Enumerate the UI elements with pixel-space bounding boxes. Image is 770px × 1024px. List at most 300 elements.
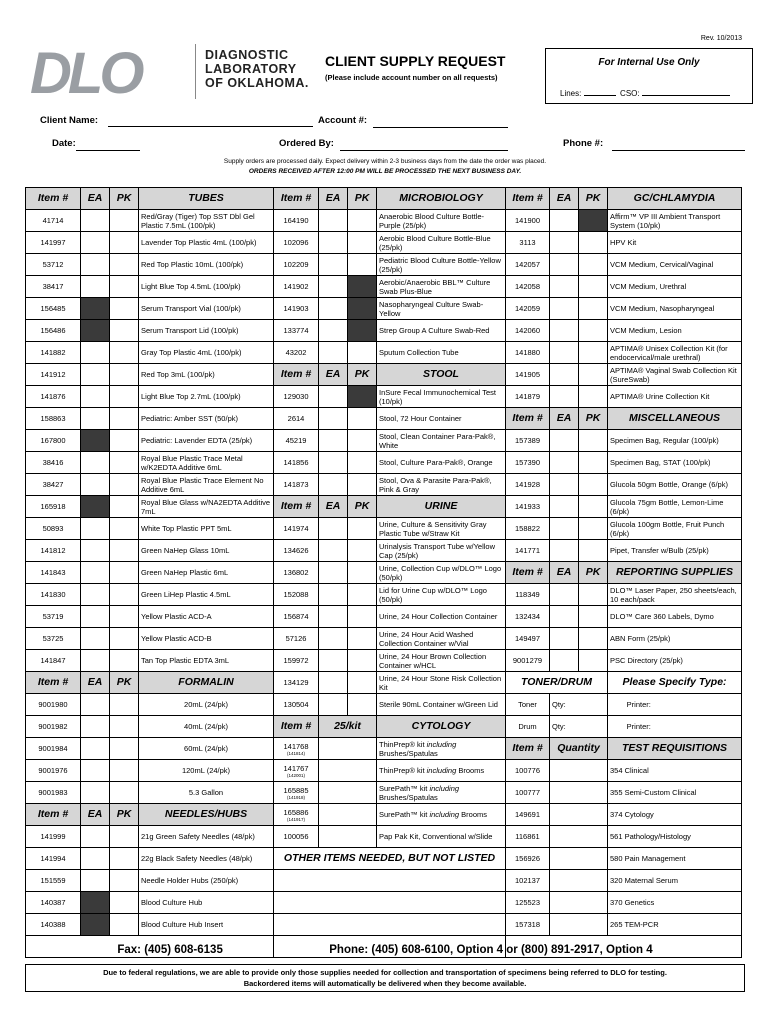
- pk-qty-box[interactable]: [348, 342, 377, 364]
- ea-header: EA: [550, 562, 579, 584]
- internal-use-box: [545, 48, 753, 104]
- account-label: Account #:: [318, 115, 368, 126]
- contact-line: [0, 944, 770, 956]
- ea-qty-box[interactable]: [550, 606, 579, 628]
- pk-qty-box[interactable]: [579, 254, 608, 276]
- pk-qty-box[interactable]: [110, 342, 139, 364]
- logo-letters: DLO: [30, 41, 141, 106]
- item-number: 45219: [274, 430, 319, 452]
- pk-qty-box[interactable]: [110, 276, 139, 298]
- supply-order-grid: [25, 187, 742, 958]
- item-description: VCM Medium, Lesion: [608, 320, 742, 342]
- ea-qty-box[interactable]: [81, 760, 110, 782]
- ea-qty-box[interactable]: [81, 848, 110, 870]
- item-number: 141856: [274, 452, 319, 474]
- cytology-header: CYTOLOGY: [377, 716, 506, 738]
- item-number: 125523: [506, 892, 550, 914]
- ea-qty-box[interactable]: [81, 474, 110, 496]
- stool-header: STOOL: [377, 364, 506, 386]
- item-number: 130504: [274, 694, 319, 716]
- ea-qty-box[interactable]: [319, 320, 348, 342]
- item-number: 141847: [26, 650, 81, 672]
- pk-qty-box[interactable]: [348, 672, 377, 694]
- kit-qty-box[interactable]: [319, 760, 377, 782]
- ea-qty-box[interactable]: [81, 826, 110, 848]
- pk-qty-box[interactable]: [110, 782, 139, 804]
- item-number: 50893: [26, 518, 81, 540]
- ea-qty-box[interactable]: [81, 430, 110, 452]
- ea-qty-box[interactable]: [319, 540, 348, 562]
- item-description: Sputum Collection Tube: [377, 342, 506, 364]
- pk-qty-box[interactable]: [348, 694, 377, 716]
- ea-qty-box[interactable]: [319, 606, 348, 628]
- item-description: Urine, 24 Hour Stone Risk Collection Kit: [377, 672, 506, 694]
- item-number: 57126: [274, 628, 319, 650]
- pk-qty-box[interactable]: [110, 320, 139, 342]
- item-number: 116861: [506, 826, 550, 848]
- grid-row: [26, 232, 742, 254]
- ea-qty-box[interactable]: [550, 342, 579, 364]
- pk-qty-box[interactable]: [348, 562, 377, 584]
- pk-qty-box[interactable]: [110, 892, 139, 914]
- grid-row: [26, 276, 742, 298]
- item-description: InSure Fecal Immunochemical Test (10/pk): [377, 386, 506, 408]
- pk-qty-box[interactable]: [110, 210, 139, 232]
- grid-row: [26, 562, 742, 584]
- ea-header: EA: [81, 672, 110, 694]
- item-description: Serum Transport Lid (100/pk): [139, 320, 274, 342]
- item-description: Strep Group A Culture Swab-Red: [377, 320, 506, 342]
- item-number: 141812: [26, 540, 81, 562]
- item-number: 149691: [506, 804, 550, 826]
- item-number: 157318: [506, 914, 550, 936]
- ea-qty-box[interactable]: [319, 584, 348, 606]
- ea-qty-box[interactable]: [319, 452, 348, 474]
- item-description: Tan Top Plastic EDTA 3mL: [139, 650, 274, 672]
- pk-qty-box[interactable]: [110, 518, 139, 540]
- date-label: Date:: [52, 138, 76, 149]
- ea-qty-box[interactable]: [319, 210, 348, 232]
- item-description: Green NaHep Plastic 6mL: [139, 562, 274, 584]
- pk-qty-box[interactable]: [348, 276, 377, 298]
- pk-qty-box[interactable]: [579, 232, 608, 254]
- pk-header: PK: [579, 408, 608, 430]
- item-number: 165886 (141917): [274, 804, 319, 826]
- item-number: 9001980: [26, 694, 81, 716]
- toner-type-label: Toner: [506, 694, 550, 716]
- item-number: 102137: [506, 870, 550, 892]
- pk-qty-box[interactable]: [110, 232, 139, 254]
- printer-field[interactable]: Printer:: [608, 716, 742, 738]
- ea-qty-box[interactable]: [550, 540, 579, 562]
- ea-qty-box[interactable]: [81, 298, 110, 320]
- pk-qty-box[interactable]: [110, 496, 139, 518]
- ea-qty-box[interactable]: [550, 320, 579, 342]
- ea-qty-box[interactable]: [81, 276, 110, 298]
- grid-row: [26, 452, 742, 474]
- ea-qty-box[interactable]: [319, 232, 348, 254]
- item-description: DLO™ Laser Paper, 250 sheets/each, 10 each/pack: [608, 584, 742, 606]
- ea-qty-box[interactable]: [319, 672, 348, 694]
- other-items-header: OTHER ITEMS NEEDED, BUT NOT LISTED: [274, 848, 506, 870]
- item-description: Gray Top Plastic 4mL (100/pk): [139, 342, 274, 364]
- grid-row: [26, 474, 742, 496]
- ea-qty-box[interactable]: [81, 232, 110, 254]
- date-field[interactable]: [76, 139, 140, 151]
- pk-qty-box[interactable]: [348, 298, 377, 320]
- printer-field[interactable]: Printer:: [608, 694, 742, 716]
- pk-qty-box[interactable]: [110, 408, 139, 430]
- ea-qty-box[interactable]: [550, 430, 579, 452]
- grid-row: [26, 606, 742, 628]
- item-number: 141928: [506, 474, 550, 496]
- item-number: 141768 (141814): [274, 738, 319, 760]
- pk-qty-box[interactable]: [110, 254, 139, 276]
- grid-row: [26, 892, 742, 914]
- ea-qty-box[interactable]: [81, 628, 110, 650]
- item-number: 53719: [26, 606, 81, 628]
- item-number: 9001279: [506, 650, 550, 672]
- pk-qty-box[interactable]: [579, 430, 608, 452]
- quantity-box[interactable]: [550, 760, 608, 782]
- pk-qty-box[interactable]: [579, 650, 608, 672]
- item-number: 9001982: [26, 716, 81, 738]
- other-items-line[interactable]: [274, 914, 506, 936]
- ea-qty-box[interactable]: [550, 496, 579, 518]
- ea-qty-box[interactable]: [319, 386, 348, 408]
- item-number: 141843: [26, 562, 81, 584]
- ea-qty-box[interactable]: [81, 562, 110, 584]
- grid-row: [26, 584, 742, 606]
- ea-qty-box[interactable]: [81, 892, 110, 914]
- pk-qty-box[interactable]: [110, 716, 139, 738]
- item-number: 141999: [26, 826, 81, 848]
- ea-qty-box[interactable]: [81, 386, 110, 408]
- pk-qty-box[interactable]: [110, 364, 139, 386]
- ea-qty-box[interactable]: [319, 298, 348, 320]
- pk-qty-box[interactable]: [579, 298, 608, 320]
- pk-qty-box[interactable]: [110, 848, 139, 870]
- grid-row: [26, 320, 742, 342]
- pk-qty-box[interactable]: [110, 386, 139, 408]
- item-header: Item #: [274, 716, 319, 738]
- item-description: 355 Semi-Custom Clinical: [608, 782, 742, 804]
- item-description: 5.3 Gallon: [139, 782, 274, 804]
- pk-qty-box[interactable]: [110, 562, 139, 584]
- pk-qty-box[interactable]: [579, 276, 608, 298]
- pk-qty-box[interactable]: [348, 430, 377, 452]
- item-description: ABN Form (25/pk): [608, 628, 742, 650]
- item-number: 141880: [506, 342, 550, 364]
- pk-qty-box[interactable]: [110, 298, 139, 320]
- ea-qty-box[interactable]: [550, 232, 579, 254]
- item-number: 41714: [26, 210, 81, 232]
- pk-qty-box[interactable]: [110, 694, 139, 716]
- kit-qty-box[interactable]: [319, 826, 377, 848]
- quantity-box[interactable]: [550, 870, 608, 892]
- ea-qty-box[interactable]: [319, 474, 348, 496]
- item-description: 370 Genetics: [608, 892, 742, 914]
- ea-qty-box[interactable]: [550, 650, 579, 672]
- ea-qty-box[interactable]: [81, 342, 110, 364]
- ea-qty-box[interactable]: [81, 540, 110, 562]
- ea-qty-box[interactable]: [319, 694, 348, 716]
- client-name-field[interactable]: [108, 115, 313, 127]
- ea-qty-box[interactable]: [319, 408, 348, 430]
- item-description: Urine, 24 Hour Collection Container: [377, 606, 506, 628]
- kit-header: 25/kit: [319, 716, 377, 738]
- ea-qty-box[interactable]: [81, 320, 110, 342]
- pk-qty-box[interactable]: [348, 584, 377, 606]
- item-number: 151559: [26, 870, 81, 892]
- account-field[interactable]: [373, 116, 508, 128]
- item-number: 157389: [506, 430, 550, 452]
- pk-qty-box[interactable]: [348, 606, 377, 628]
- pk-qty-box[interactable]: [579, 474, 608, 496]
- quantity-box[interactable]: [550, 914, 608, 936]
- item-header: Item #: [506, 738, 550, 760]
- pk-qty-box[interactable]: [348, 540, 377, 562]
- item-description: Green NaHep Glass 10mL: [139, 540, 274, 562]
- ea-qty-box[interactable]: [81, 518, 110, 540]
- qty-field[interactable]: Qty:: [550, 716, 608, 738]
- item-description: Aerobic Blood Culture Bottle-Blue (25/pk): [377, 232, 506, 254]
- item-description: DLO™ Care 360 Labels, Dymo: [608, 606, 742, 628]
- phone-field[interactable]: [612, 139, 745, 151]
- grid-row: [26, 430, 742, 452]
- ordered-by-label: Ordered By:: [279, 138, 334, 149]
- pk-qty-box[interactable]: [579, 606, 608, 628]
- item-description: Royal Blue Glass w/NA2EDTA Additive 7mL: [139, 496, 274, 518]
- ea-header: EA: [319, 188, 348, 210]
- pk-qty-box[interactable]: [110, 650, 139, 672]
- item-header: Item #: [274, 364, 319, 386]
- ea-qty-box[interactable]: [319, 342, 348, 364]
- internal-use-title: For Internal Use Only: [598, 57, 700, 68]
- ea-qty-box[interactable]: [550, 254, 579, 276]
- item-number: 141997: [26, 232, 81, 254]
- pk-qty-box[interactable]: [348, 210, 377, 232]
- pk-qty-box[interactable]: [348, 628, 377, 650]
- pk-qty-box[interactable]: [110, 540, 139, 562]
- ea-qty-box[interactable]: [81, 870, 110, 892]
- ea-qty-box[interactable]: [319, 628, 348, 650]
- pk-qty-box[interactable]: [579, 540, 608, 562]
- grid-row: [26, 826, 742, 848]
- item-number: 156926: [506, 848, 550, 870]
- pk-qty-box[interactable]: [579, 628, 608, 650]
- ea-qty-box[interactable]: [550, 210, 579, 232]
- ea-qty-box[interactable]: [319, 650, 348, 672]
- ea-qty-box[interactable]: [550, 364, 579, 386]
- quantity-box[interactable]: [550, 804, 608, 826]
- item-description: Specimen Bag, STAT (100/pk): [608, 452, 742, 474]
- item-description: Glucola 100gm Bottle, Fruit Punch (6/pk): [608, 518, 742, 540]
- item-description: APTIMA® Urine Collection Kit: [608, 386, 742, 408]
- quantity-box[interactable]: [550, 892, 608, 914]
- grid-row: [26, 672, 742, 694]
- item-number: 102209: [274, 254, 319, 276]
- item-number: 141767 (142001): [274, 760, 319, 782]
- pk-qty-box[interactable]: [110, 628, 139, 650]
- pk-qty-box[interactable]: [348, 452, 377, 474]
- grid-row: [26, 298, 742, 320]
- quantity-box[interactable]: [550, 848, 608, 870]
- ea-qty-box[interactable]: [550, 386, 579, 408]
- ea-qty-box[interactable]: [81, 452, 110, 474]
- item-number: 38427: [26, 474, 81, 496]
- pk-qty-box[interactable]: [579, 210, 608, 232]
- pk-qty-box[interactable]: [348, 254, 377, 276]
- ea-qty-box[interactable]: [81, 716, 110, 738]
- item-description: Aerobic/Anaerobic BBL™ Culture Swab Plus-Blue: [377, 276, 506, 298]
- pk-qty-box[interactable]: [110, 430, 139, 452]
- pk-qty-box[interactable]: [579, 496, 608, 518]
- item-number: 100776: [506, 760, 550, 782]
- ea-qty-box[interactable]: [319, 562, 348, 584]
- pk-qty-box[interactable]: [110, 452, 139, 474]
- item-number: 164190: [274, 210, 319, 232]
- ea-qty-box[interactable]: [550, 628, 579, 650]
- pk-qty-box[interactable]: [110, 584, 139, 606]
- pk-qty-box[interactable]: [348, 408, 377, 430]
- item-header: Item #: [274, 496, 319, 518]
- pk-qty-box[interactable]: [348, 518, 377, 540]
- ea-qty-box[interactable]: [81, 496, 110, 518]
- item-number: 43202: [274, 342, 319, 364]
- ea-qty-box[interactable]: [550, 584, 579, 606]
- internal-use-fields: Lines: CSO:: [560, 89, 730, 98]
- ea-qty-box[interactable]: [81, 364, 110, 386]
- pk-qty-box[interactable]: [110, 738, 139, 760]
- pk-qty-box[interactable]: [110, 870, 139, 892]
- item-header: Item #: [506, 408, 550, 430]
- item-description: Pediatric Blood Culture Bottle-Yellow (25/pk): [377, 254, 506, 276]
- item-number: 134626: [274, 540, 319, 562]
- item-description: Urine, Culture & Sensitivity Gray Plastic Tube w/Straw Kit: [377, 518, 506, 540]
- item-number: 2614: [274, 408, 319, 430]
- item-number: 157390: [506, 452, 550, 474]
- ea-qty-box[interactable]: [81, 782, 110, 804]
- gc-chlamydia-header: GC/CHLAMYDIA: [608, 188, 742, 210]
- pk-qty-box[interactable]: [110, 474, 139, 496]
- ea-qty-box[interactable]: [81, 738, 110, 760]
- pk-qty-box[interactable]: [348, 320, 377, 342]
- item-description: Pap Pak Kit, Conventional w/Slide: [377, 826, 506, 848]
- grid-row: [26, 628, 742, 650]
- ea-qty-box[interactable]: [319, 518, 348, 540]
- pk-qty-box[interactable]: [579, 452, 608, 474]
- pk-qty-box[interactable]: [110, 760, 139, 782]
- pk-qty-box[interactable]: [579, 364, 608, 386]
- item-header: Item #: [506, 188, 550, 210]
- ea-qty-box[interactable]: [81, 408, 110, 430]
- pk-header: PK: [348, 188, 377, 210]
- item-description: Stool, Ova & Parasite Para-Pak®, Pink & Gray: [377, 474, 506, 496]
- item-description: Yellow Plastic ACD-A: [139, 606, 274, 628]
- tubes-header: TUBES: [139, 188, 274, 210]
- ea-qty-box[interactable]: [550, 452, 579, 474]
- ea-qty-box[interactable]: [81, 694, 110, 716]
- item-number: 100777: [506, 782, 550, 804]
- qty-field[interactable]: Qty:: [550, 694, 608, 716]
- ea-qty-box[interactable]: [550, 298, 579, 320]
- item-number: 167800: [26, 430, 81, 452]
- form-title: CLIENT SUPPLY REQUEST: [325, 53, 506, 69]
- other-items-line[interactable]: [274, 870, 506, 892]
- ea-qty-box[interactable]: [81, 606, 110, 628]
- ea-qty-box[interactable]: [81, 584, 110, 606]
- kit-qty-box[interactable]: [319, 782, 377, 804]
- pk-qty-box[interactable]: [579, 320, 608, 342]
- reporting-header: REPORTING SUPPLIES: [608, 562, 742, 584]
- ea-qty-box[interactable]: [550, 276, 579, 298]
- item-number: 156486: [26, 320, 81, 342]
- kit-qty-box[interactable]: [319, 738, 377, 760]
- ea-qty-box[interactable]: [550, 518, 579, 540]
- dlo-logo: [30, 41, 330, 106]
- pk-qty-box[interactable]: [110, 606, 139, 628]
- item-number: 141879: [506, 386, 550, 408]
- grid-row: [26, 804, 742, 826]
- ordered-by-field[interactable]: [340, 139, 508, 151]
- grid-row: [26, 342, 742, 364]
- item-number: 118349: [506, 584, 550, 606]
- item-number: 142060: [506, 320, 550, 342]
- item-number: 158863: [26, 408, 81, 430]
- item-number: 141905: [506, 364, 550, 386]
- test-requisitions-header: TEST REQUISITIONS: [608, 738, 742, 760]
- item-description: SurePath™ kit including Brushes/Spatulas: [377, 782, 506, 804]
- grid-row: [26, 210, 742, 232]
- pk-qty-box[interactable]: [348, 232, 377, 254]
- pk-qty-box[interactable]: [348, 386, 377, 408]
- pk-qty-box[interactable]: [348, 650, 377, 672]
- item-description: Blood Culture Hub Insert: [139, 914, 274, 936]
- item-number: 142059: [506, 298, 550, 320]
- ea-qty-box[interactable]: [319, 430, 348, 452]
- ea-qty-box[interactable]: [81, 914, 110, 936]
- pk-qty-box[interactable]: [579, 386, 608, 408]
- pk-qty-box[interactable]: [110, 914, 139, 936]
- pk-qty-box[interactable]: [110, 826, 139, 848]
- pk-qty-box[interactable]: [348, 474, 377, 496]
- item-number: 9001976: [26, 760, 81, 782]
- ea-qty-box[interactable]: [81, 254, 110, 276]
- quantity-box[interactable]: [550, 782, 608, 804]
- ea-qty-box[interactable]: [319, 254, 348, 276]
- pk-qty-box[interactable]: [579, 584, 608, 606]
- pk-qty-box[interactable]: [579, 342, 608, 364]
- ea-qty-box[interactable]: [81, 650, 110, 672]
- ea-qty-box[interactable]: [550, 474, 579, 496]
- pk-header: PK: [110, 672, 139, 694]
- ea-qty-box[interactable]: [81, 210, 110, 232]
- pk-header: PK: [110, 804, 139, 826]
- item-description: Stool, 72 Hour Container: [377, 408, 506, 430]
- other-items-line[interactable]: [274, 892, 506, 914]
- item-number: 136802: [274, 562, 319, 584]
- item-description: Green LiHep Plastic 4.5mL: [139, 584, 274, 606]
- quantity-box[interactable]: [550, 826, 608, 848]
- item-description: Glucola 50gm Bottle, Orange (6/pk): [608, 474, 742, 496]
- item-number: 53725: [26, 628, 81, 650]
- pk-qty-box[interactable]: [579, 518, 608, 540]
- ea-qty-box[interactable]: [319, 276, 348, 298]
- item-number: 100056: [274, 826, 319, 848]
- kit-qty-box[interactable]: [319, 804, 377, 826]
- ea-header: EA: [550, 408, 579, 430]
